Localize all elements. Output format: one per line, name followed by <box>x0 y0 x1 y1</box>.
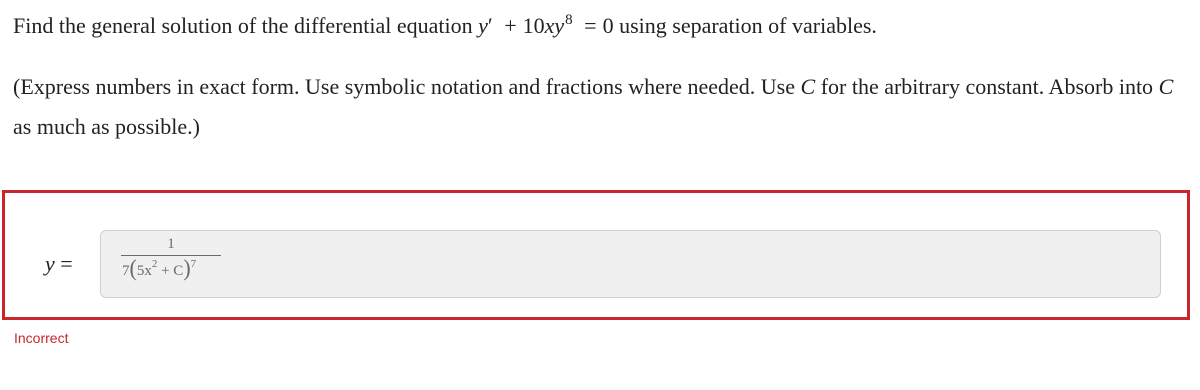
eq-zero: 0 <box>602 13 614 38</box>
answer-variable: y <box>45 251 55 276</box>
den-constant: C <box>173 263 184 279</box>
den-outer-exponent: 7 <box>190 258 197 270</box>
answer-input[interactable] <box>100 230 1161 298</box>
prompt-suffix: using separation of variables. <box>619 13 877 38</box>
eq-y2: y <box>554 13 565 38</box>
fraction-numerator: 1 <box>167 236 175 252</box>
question-text <box>13 8 1193 147</box>
eq-y: y <box>478 13 488 38</box>
question-prompt <box>13 8 1193 47</box>
den-coefficient: 7 <box>122 263 130 279</box>
den-close-paren: ) <box>183 254 191 281</box>
instructions-part1: (Express numbers in exact form. Use symbolic notation and fractions where needed. Use <box>13 74 795 99</box>
constant-symbol: C <box>800 74 816 99</box>
eq-plus: + <box>504 13 517 38</box>
eq-exponent: 8 <box>565 12 573 28</box>
eq-x: x <box>544 13 555 38</box>
answer-container <box>2 190 1190 320</box>
answer-equals: = <box>60 251 73 276</box>
status-message: Incorrect <box>14 330 69 346</box>
den-term-exponent: 2 <box>151 258 158 270</box>
eq-coefficient: 10 <box>522 13 545 38</box>
den-term: 5x <box>136 263 152 279</box>
fraction-denominator <box>121 254 221 283</box>
answer-fraction <box>121 234 221 283</box>
den-plus: + <box>161 263 170 279</box>
answer-label <box>45 251 73 277</box>
constant-symbol-2: C <box>1158 74 1174 99</box>
instructions-part2: for the arbitrary constant. Absorb into <box>820 74 1154 99</box>
prompt-prefix: Find the general solution of the differential equation <box>13 13 473 38</box>
den-open-paren: ( <box>129 254 137 281</box>
eq-prime: ′ <box>487 13 493 38</box>
question-instructions <box>13 67 1193 147</box>
eq-equals: = <box>584 13 597 38</box>
instructions-part3: as much as possible.) <box>13 114 200 139</box>
